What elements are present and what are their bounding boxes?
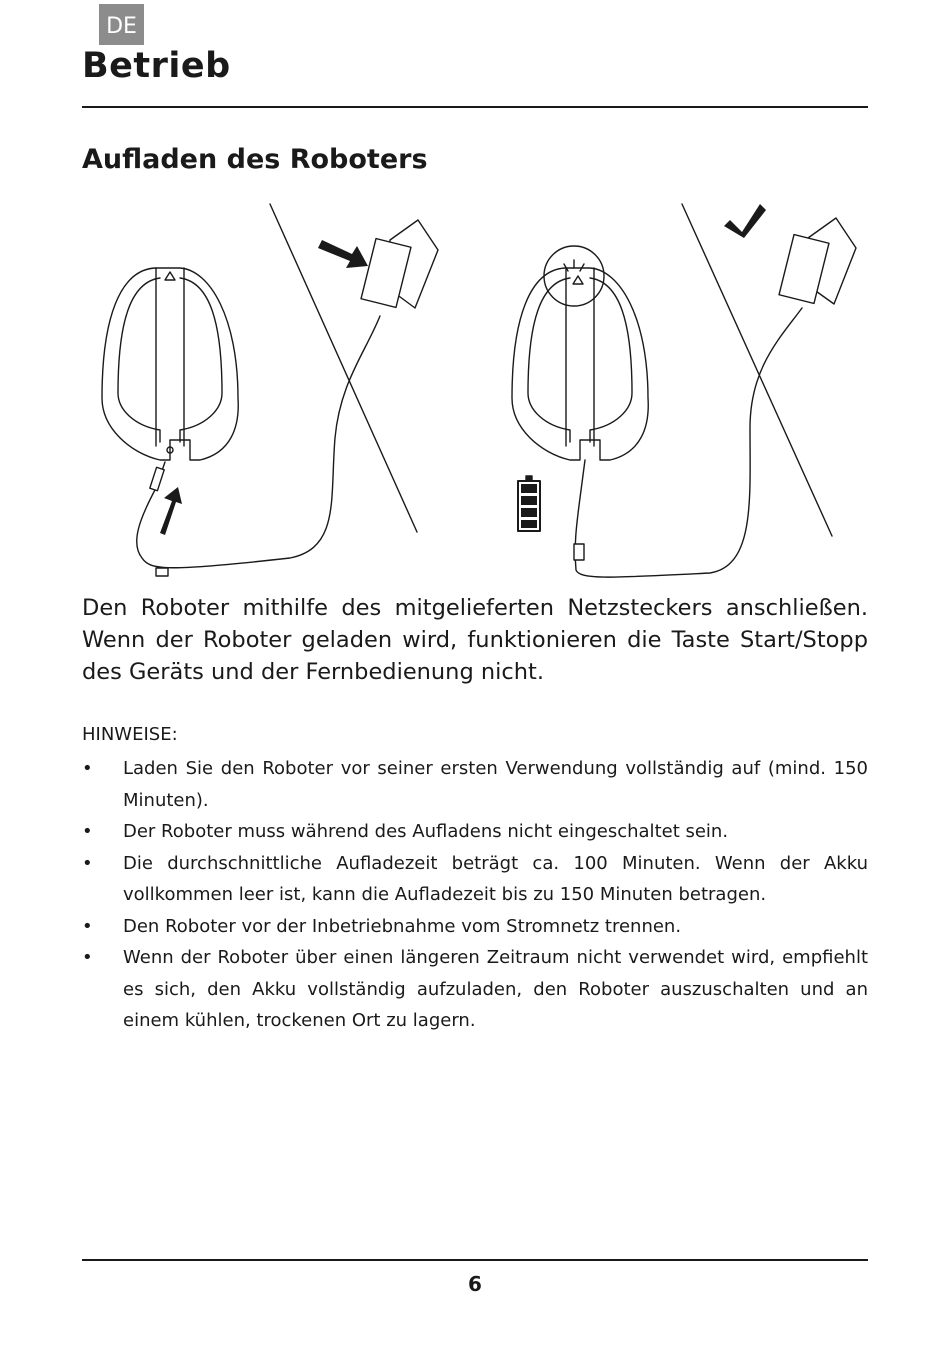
note-text: Wenn der Roboter über einen längeren Zeitraum nicht verwendet wird, empfiehlt es sich, den Akku vollständig aufzuladen, den Roboter auszuschalten und an einem kühlen, trockenen Ort zu lagern. bbox=[123, 947, 868, 1031]
notes-list bbox=[82, 753, 868, 1037]
cable-ferrite-icon bbox=[156, 568, 168, 576]
page-title: Betrieb bbox=[82, 46, 231, 86]
note-text: Der Roboter muss während des Aufladens nicht eingeschaltet sein. bbox=[123, 821, 729, 842]
footer-rule bbox=[82, 1259, 868, 1261]
dc-plug-icon bbox=[150, 467, 164, 490]
cable-ferrite-icon bbox=[574, 544, 584, 560]
list-item bbox=[82, 911, 868, 943]
list-item bbox=[82, 942, 868, 1037]
bullet-icon: • bbox=[82, 852, 93, 874]
robot-icon bbox=[102, 268, 238, 460]
header-rule bbox=[82, 106, 868, 108]
list-item bbox=[82, 848, 868, 911]
bullet-icon: • bbox=[82, 915, 93, 937]
battery-full-icon bbox=[518, 476, 540, 531]
checkmark-icon bbox=[724, 204, 766, 238]
arrow-icon bbox=[160, 487, 182, 535]
section-title: Aufladen des Roboters bbox=[82, 144, 428, 175]
power-adapter-icon bbox=[779, 218, 856, 304]
page-number: 6 bbox=[468, 1272, 482, 1296]
notes-heading: HINWEISE: bbox=[82, 724, 178, 745]
note-text: Laden Sie den Roboter vor seiner ersten Verwendung vollständig auf (mind. 150 Minuten). bbox=[123, 758, 868, 811]
robot-icon bbox=[512, 268, 648, 460]
arrow-icon bbox=[318, 240, 368, 268]
bullet-icon: • bbox=[82, 947, 93, 968]
power-adapter-icon bbox=[361, 220, 438, 308]
bullet-icon: • bbox=[82, 758, 93, 779]
list-item bbox=[82, 753, 868, 816]
list-item bbox=[82, 816, 868, 848]
charging-illustration bbox=[90, 198, 870, 588]
language-badge: DE bbox=[99, 4, 144, 45]
note-text: Den Roboter vor der Inbetriebnahme vom Stromnetz trennen. bbox=[123, 915, 682, 937]
bullet-icon: • bbox=[82, 821, 93, 842]
note-text: Die durchschnittliche Aufladezeit beträgt ca. 100 Minuten. Wenn der Akku vollkommen leer ist, kann die Aufladezeit bis zu 150 Minuten betragen. bbox=[123, 852, 868, 905]
intro-paragraph: Den Roboter mithilfe des mitgelieferten Netzsteckers anschließen. Wenn der Roboter geladen wird, funktionieren die Taste Start/Stopp des Geräts und der Fernbedienung nicht. bbox=[82, 595, 868, 685]
